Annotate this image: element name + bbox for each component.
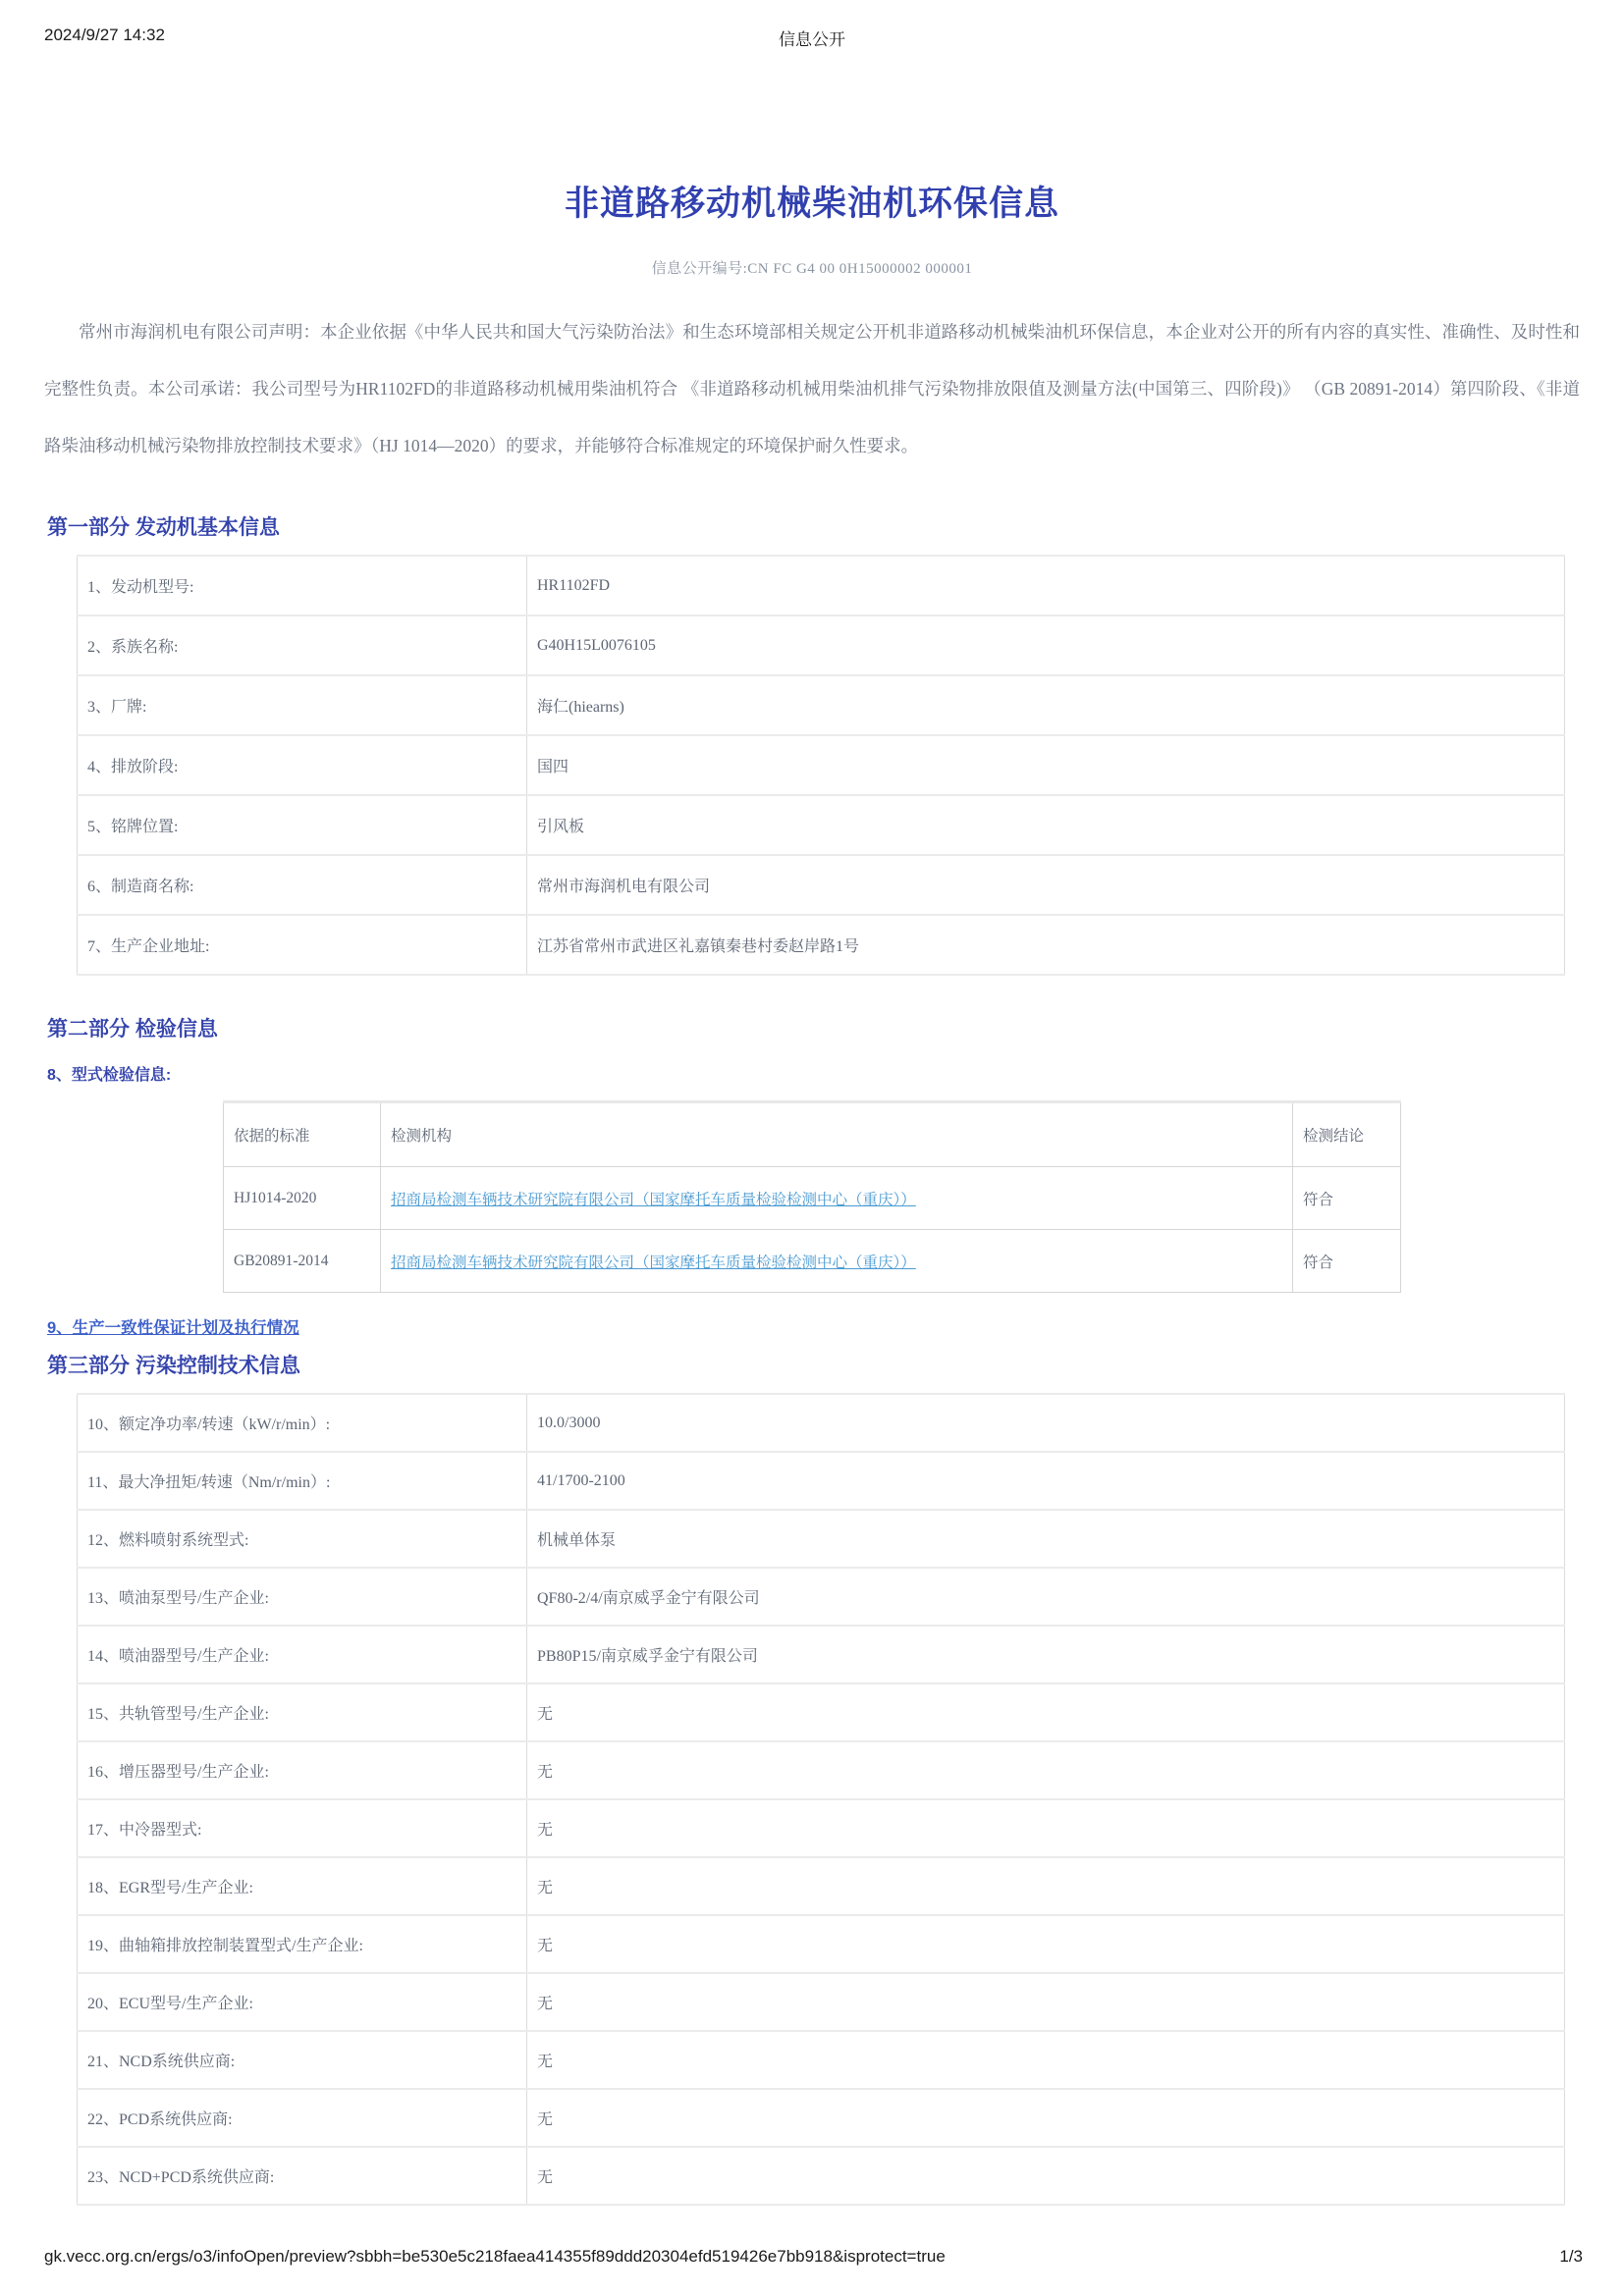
table-row: [78, 1799, 1565, 1857]
section2-heading: 第二部分 检验信息: [47, 1018, 218, 1041]
row-value: 无: [527, 1741, 1565, 1799]
row-label: 16、增压器型号/生产企业:: [78, 1741, 527, 1799]
row-label: 14、喷油器型号/生产企业:: [78, 1626, 527, 1683]
table-row: [78, 556, 1565, 615]
production-consistency-link[interactable]: 9、生产一致性保证计划及执行情况: [47, 1319, 299, 1337]
row-label: 23、NCD+PCD系统供应商:: [78, 2147, 527, 2205]
row-label: 1、发动机型号:: [78, 556, 527, 615]
row-label: 12、燃料喷射系统型式:: [78, 1510, 527, 1568]
row-value: PB80P15/南京威孚金宁有限公司: [527, 1626, 1565, 1683]
table-row: [78, 1452, 1565, 1510]
table-row: [78, 2147, 1565, 2205]
table-row: [78, 1394, 1565, 1452]
row-label: 17、中冷器型式:: [78, 1799, 527, 1857]
row-value: HR1102FD: [527, 556, 1565, 615]
page-indicator: 1/3: [1559, 2247, 1583, 2266]
row-value: 无: [527, 1973, 1565, 2031]
print-header: [0, 0, 1624, 51]
type-test-table: [223, 1100, 1401, 1293]
row-label: 15、共轨管型号/生产企业:: [78, 1683, 527, 1741]
row-label: 21、NCD系统供应商:: [78, 2031, 527, 2089]
print-page-heading: 信息公开: [779, 30, 845, 49]
row-value: 无: [527, 2031, 1565, 2089]
column-header-result: 检测结论: [1293, 1102, 1401, 1167]
document-title: 非道路移动机械柴油机环保信息: [564, 185, 1059, 223]
table-row: [78, 1741, 1565, 1799]
row-label: 10、额定净功率/转速（kW/r/min）:: [78, 1394, 527, 1452]
row-value: 41/1700-2100: [527, 1452, 1565, 1510]
row-label: 5、铭牌位置:: [78, 795, 527, 855]
row-value: 无: [527, 1799, 1565, 1857]
row-label: 7、生产企业地址:: [78, 915, 527, 975]
test-agency-cell: [381, 1230, 1293, 1293]
row-label: 22、PCD系统供应商:: [78, 2089, 527, 2147]
row-label: 11、最大净扭矩/转速（Nm/r/min）:: [78, 1452, 527, 1510]
test-result: 符合: [1293, 1167, 1401, 1230]
table-row: [78, 795, 1565, 855]
table-row: [78, 855, 1565, 915]
type-test-row: [224, 1167, 1401, 1230]
disclosure-number: 信息公开编号:CN FC G4 00 0H15000002 000001: [651, 261, 973, 277]
row-label: 20、ECU型号/生产企业:: [78, 1973, 527, 2031]
type-test-row: [224, 1230, 1401, 1293]
row-label: 2、系族名称:: [78, 615, 527, 675]
row-value: 江苏省常州市武进区礼嘉镇秦巷村委赵岸路1号: [527, 915, 1565, 975]
table-row: [78, 2031, 1565, 2089]
table-row: [78, 735, 1565, 795]
row-label: 6、制造商名称:: [78, 855, 527, 915]
row-value: 机械单体泵: [527, 1510, 1565, 1568]
print-footer: [44, 2247, 1583, 2267]
section1-heading: 第一部分 发动机基本信息: [47, 516, 280, 539]
row-label: 19、曲轴箱排放控制装置型式/生产企业:: [78, 1915, 527, 1973]
test-agency-cell: [381, 1167, 1293, 1230]
table-row: [78, 1973, 1565, 2031]
test-agency-link[interactable]: 招商局检测车辆技术研究院有限公司（国家摩托车质量检验检测中心（重庆））: [391, 1254, 916, 1271]
row-label: 3、厂牌:: [78, 675, 527, 735]
table-row: [78, 1915, 1565, 1973]
table-row: [78, 1683, 1565, 1741]
row-value: 无: [527, 1857, 1565, 1915]
row-value: 10.0/3000: [527, 1394, 1565, 1452]
column-header-standard: 依据的标准: [224, 1102, 381, 1167]
print-timestamp: 2024/9/27 14:32: [44, 26, 165, 44]
row-label: 18、EGR型号/生产企业:: [78, 1857, 527, 1915]
type-test-header-row: [224, 1102, 1401, 1167]
table-row: [78, 1626, 1565, 1683]
table-row: [78, 1510, 1565, 1568]
test-agency-link[interactable]: 招商局检测车辆技术研究院有限公司（国家摩托车质量检验检测中心（重庆））: [391, 1191, 916, 1208]
row-value: QF80-2/4/南京威孚金宁有限公司: [527, 1568, 1565, 1626]
table-row: [78, 615, 1565, 675]
test-standard: GB20891-2014: [224, 1230, 381, 1293]
row-label: 13、喷油泵型号/生产企业:: [78, 1568, 527, 1626]
row-label: 4、排放阶段:: [78, 735, 527, 795]
row-value: 无: [527, 2147, 1565, 2205]
row-value: G40H15L0076105: [527, 615, 1565, 675]
table-row: [78, 1857, 1565, 1915]
section3-heading: 第三部分 污染控制技术信息: [47, 1355, 300, 1377]
table-row: [78, 2089, 1565, 2147]
type-test-subheading: 8、型式检验信息:: [47, 1067, 172, 1084]
table-row: [78, 915, 1565, 975]
column-header-agency: 检测机构: [381, 1102, 1293, 1167]
source-url: gk.vecc.org.cn/ergs/o3/infoOpen/preview?sbbh=be530e5c218faea414355f89ddd20304efd519426e7bb918&isprotect=true: [44, 2247, 946, 2266]
company-declaration: 常州市海润机电有限公司声明：本企业依据《中华人民共和国大气污染防治法》和生态环境部相关规定公开机非道路移动机械柴油机环保信息，本企业对公开的所有内容的真实性、准确性、及时性和完整性负责。本公司承诺：我公司型号为HR1102FD的非道路移动机械用柴油机符合 《非道路移动机械用柴油机排气污染物排放限值及测量方法(中国第三、四阶段)》 （GB 20891-2014）第四阶段、《非道路柴油移动机械污染物排放控制技术要求》（HJ 1014—2020）的要求，并能够符合标准规定的环境保护耐久性要求。: [44, 322, 1580, 455]
row-value: 无: [527, 1915, 1565, 1973]
engine-basic-info-table: [77, 555, 1565, 976]
row-value: 国四: [527, 735, 1565, 795]
row-value: 无: [527, 1683, 1565, 1741]
table-row: [78, 1568, 1565, 1626]
table-row: [78, 675, 1565, 735]
row-value: 海仁(hiearns): [527, 675, 1565, 735]
row-value: 无: [527, 2089, 1565, 2147]
test-result: 符合: [1293, 1230, 1401, 1293]
row-value: 引风板: [527, 795, 1565, 855]
pollution-control-info-table: [77, 1393, 1565, 2206]
row-value: 常州市海润机电有限公司: [527, 855, 1565, 915]
test-standard: HJ1014-2020: [224, 1167, 381, 1230]
